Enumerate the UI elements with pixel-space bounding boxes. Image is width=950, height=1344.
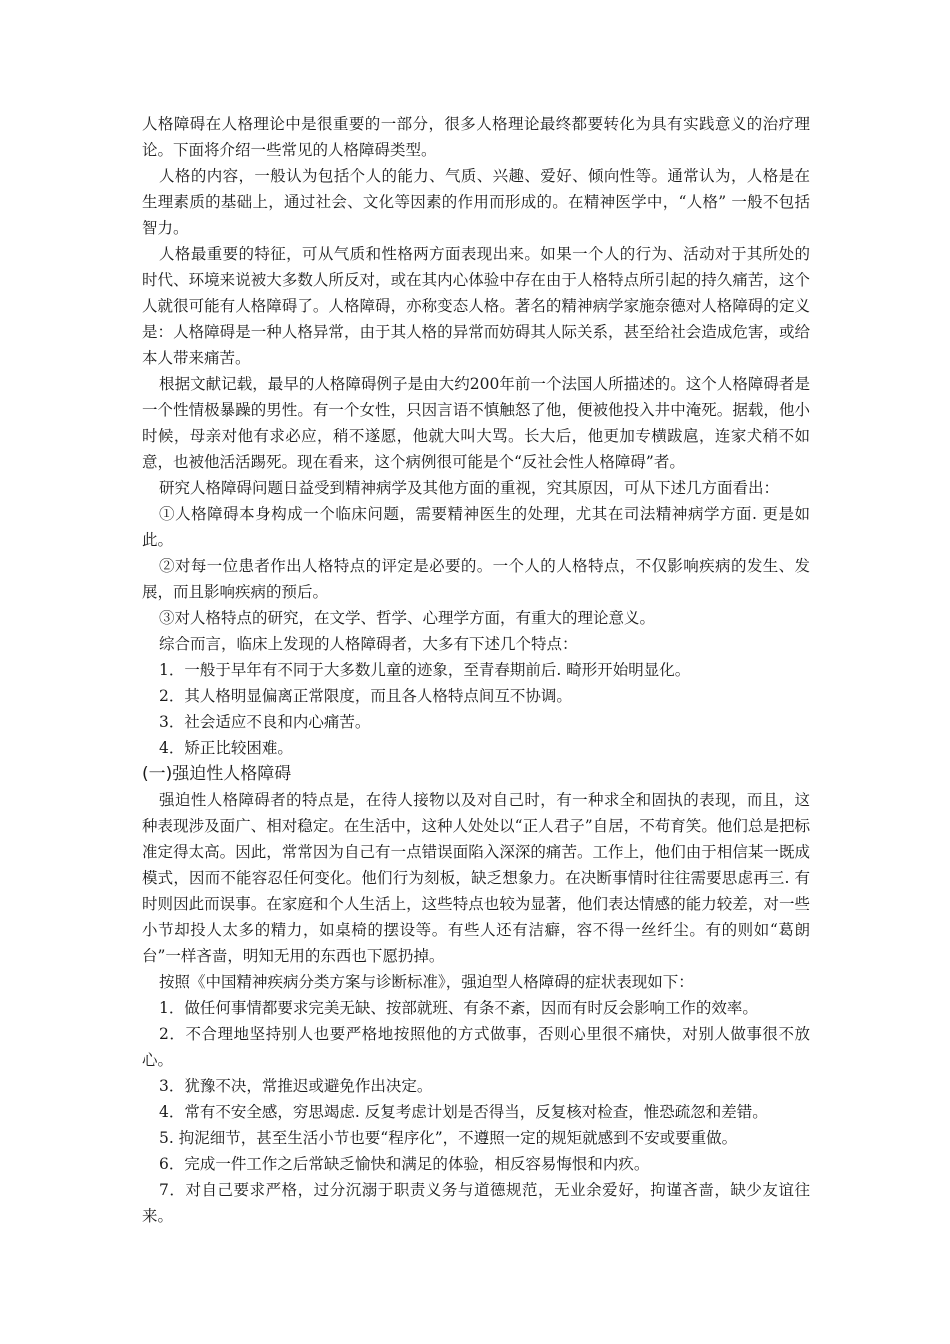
- intro-paragraph: 人格障碍在人格理论中是很重要的一部分，很多人格理论最终都要转化为具有实践意义的治疗理论。下面将介绍一些常见的人格障碍类型。: [142, 115, 810, 159]
- trait-item: 2．其人格明显偏离正常限度，而且各人格特点间互不协调。: [159, 687, 572, 705]
- symptom-item: 2．不合理地坚持别人也要严格地按照他的方式做事，否则心里很不痛快，对别人做事很不放心。: [142, 1025, 810, 1069]
- personality-features-paragraph: 人格最重要的特征，可从气质和性格两方面表现出来。如果一个人的行为、活动对于其所处的时代、环境来说被大多数人所反对，或在其内心体验中存在由于人格特点所引起的持久痛苦，这个人就很可能有人格障碍了。人格障碍，亦称变态人格。著名的精神病学家施奈德对人格障碍的定义是：人格障碍是一种人格异常，由于其人格的异常而妨碍其人际关系，甚至给社会造成危害，或给本人带来痛苦。: [142, 245, 810, 367]
- reason-item: ②对每一位患者作出人格特点的评定是必要的。一个人的人格特点，不仅影响疾病的发生、发展，而且影响疾病的预后。: [142, 557, 810, 601]
- summary-paragraph: 综合而言，临床上发现的人格障碍者，大多有下述几个特点：: [159, 635, 578, 653]
- trait-item: 4．矫正比较困难。: [159, 739, 293, 757]
- research-paragraph: 研究人格障碍问题日益受到精神病学及其他方面的重视，究其原因，可从下述几方面看出：: [159, 479, 780, 497]
- symptom-item: 7．对自己要求严格，过分沉溺于职责义务与道德规范，无业余爱好，拘谨吝啬，缺少友谊往来。: [142, 1181, 810, 1225]
- trait-item: 3．社会适应不良和内心痛苦。: [159, 713, 371, 731]
- symptom-item: 4．常有不安全感，穷思竭虑. 反复考虑计划是否得当，反复核对检查，惟恐疏忽和差错。: [159, 1103, 768, 1121]
- history-paragraph: 根据文献记载，最早的人格障碍例子是由大约200年前一个法国人所描述的。这个人格障碍者是一个性情极暴躁的男性。有一个女性，只因言语不慎触怒了他，便被他投入井中淹死。据载，他小时候，母亲对他有求必应，稍不遂愿，他就大叫大骂。长大后，他更加专横跋扈，连家犬稍不如意，也被他活活踢死。现在看来，这个病例很可能是个“反社会性人格障碍”者。: [142, 375, 810, 471]
- symptom-item: 6．完成一件工作之后常缺乏愉快和满足的体验，相反容易悔恨和内疚。: [159, 1155, 650, 1173]
- symptom-item: 1．做任何事情都要求完美无缺、按部就班、有条不紊，因而有时反会影响工作的效率。: [159, 999, 758, 1017]
- criteria-paragraph: 按照《中国精神疾病分类方案与诊断标准》，强迫型人格障碍的症状表现如下：: [159, 973, 694, 991]
- reason-item: ③对人格特点的研究，在文学、哲学、心理学方面，有重大的理论意义。: [159, 609, 656, 627]
- section-heading: (一)强迫性人格障碍: [142, 764, 292, 784]
- ocpd-description-paragraph: 强迫性人格障碍者的特点是，在待人接物以及对自己时，有一种求全和固执的表现，而且，这种表现涉及面广、相对稳定。在生活中，这种人处处以“正人君子”自居，不苟育笑。他们总是把标准定得太高。因此，常常因为自己有一点错误面陷入深深的痛苦。工作上，他们由于相信某一既成模式，因而不能容忍任何变化。他们行为刻板，缺乏想象力。在决断事情时往往需要思虑再三. 有时则因此而误事。在家庭和个人生活上，这些特点也较为显著，他们表达情感的能力较差，对一些小节却投人太多的精力，如桌椅的摆设等。有些人还有洁癖，容不得一丝纤尘。有的则如“葛朗台”一样吝啬，明知无用的东西也下愿扔掉。: [142, 791, 810, 965]
- reason-item: ①人格障碍本身构成一个临床问题，需要精神医生的处理，尤其在司法精神病学方面. 更是如此。: [142, 505, 810, 549]
- personality-content-paragraph: 人格的内容，一般认为包括个人的能力、气质、兴趣、爱好、倾向性等。通常认为，人格是在生理素质的基础上，通过社会、文化等因素的作用而形成的。在精神医学中，“人格” 一般不包括智力。: [142, 167, 810, 237]
- trait-item: 1．一般于早年有不同于大多数儿童的迹象，至青春期前后. 畸形开始明显化。: [159, 661, 691, 679]
- symptom-item: 5. 拘泥细节，甚至生活小节也要“程序化”，不遵照一定的规矩就感到不安或要重做。: [159, 1129, 738, 1147]
- symptom-item: 3．犹豫不决，常推迟或避免作出决定。: [159, 1077, 433, 1095]
- document-body: [142, 111, 810, 1229]
